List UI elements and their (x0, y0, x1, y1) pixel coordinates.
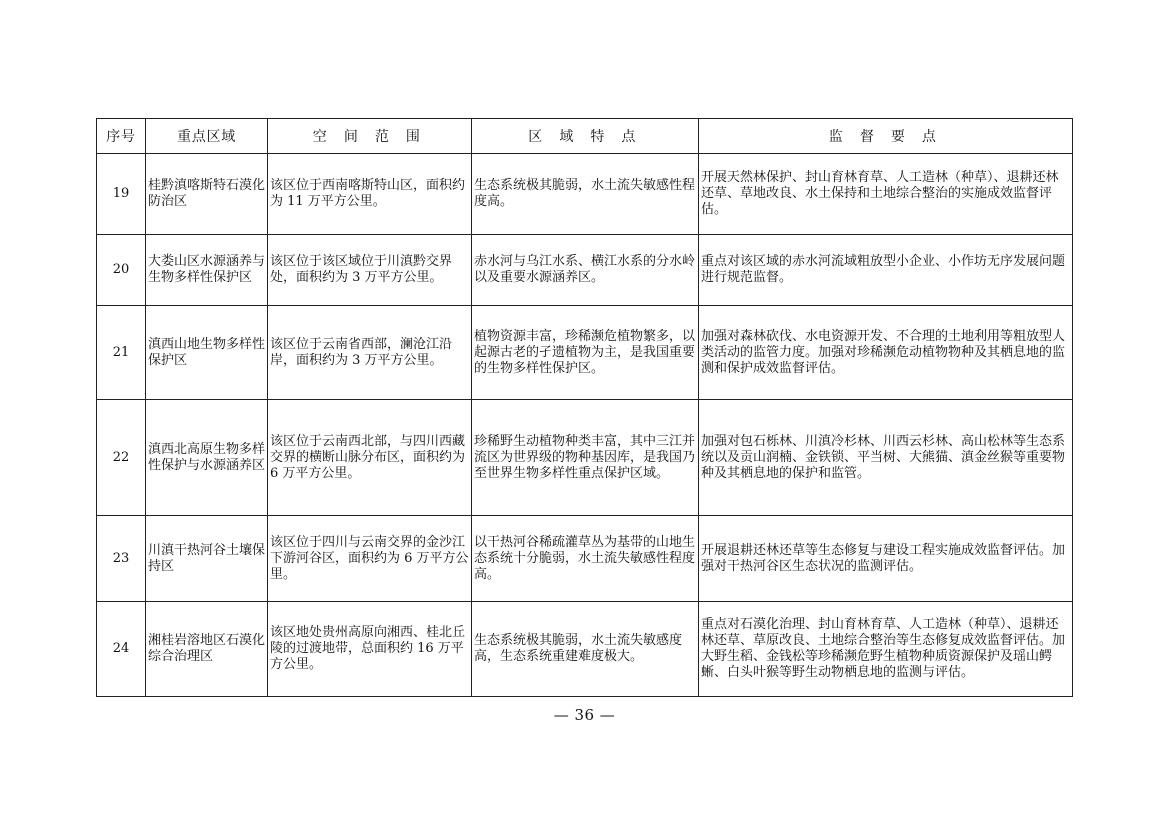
cell-serial-number: 23 (97, 516, 146, 602)
cell-spatial-scope: 该区位于四川与云南交界的金沙江下游河谷区，面积约为 6 万平方公里。 (268, 516, 472, 602)
cell-key-area: 湘桂岩溶地区石漠化综合治理区 (146, 602, 268, 697)
table-body (97, 154, 1073, 697)
cell-supervision-points: 重点对石漠化治理、封山育林育草、人工造林（种草）、退耕还林还草、草原改良、土地综合整治等生态修复成效监督评估。加大野生稻、金钱松等珍稀濒危野生植物种质资源保护及瑶山鳄蜥、白头叶猴等野生动物栖息地的监测与评估。 (699, 602, 1073, 697)
cell-serial-number: 20 (97, 235, 146, 306)
cell-serial-number: 19 (97, 154, 146, 235)
cell-supervision-points: 重点对该区域的赤水河流域粗放型小企业、小作坊无序发展问题进行规范监督。 (699, 235, 1073, 306)
cell-serial-number: 21 (97, 306, 146, 400)
table-row (97, 154, 1073, 235)
cell-spatial-scope: 该区位于西南喀斯特山区，面积约为 11 万平方公里。 (268, 154, 472, 235)
cell-area-features: 赤水河与乌江水系、横江水系的分水岭以及重要水源涵养区。 (472, 235, 699, 306)
header-supervision-points: 监 督 要 点 (699, 119, 1073, 154)
cell-area-features: 生态系统极其脆弱，水土流失敏感度高，生态系统重建难度极大。 (472, 602, 699, 697)
table-row (97, 400, 1073, 516)
table-header (97, 119, 1073, 154)
cell-supervision-points: 加强对包石栎林、川滇冷杉林、川西云杉林、高山松林等生态系统以及贡山润楠、金铁锁、平当树、大熊猫、滇金丝猴等重要物种及其栖息地的保护和监管。 (699, 400, 1073, 516)
cell-key-area: 大娄山区水源涵养与生物多样性保护区 (146, 235, 268, 306)
cell-area-features: 生态系统极其脆弱，水土流失敏感性程度高。 (472, 154, 699, 235)
cell-area-features: 以干热河谷稀疏灌草丛为基带的山地生态系统十分脆弱，水土流失敏感性程度高。 (472, 516, 699, 602)
cell-key-area: 川滇干热河谷土壤保持区 (146, 516, 268, 602)
page-number: — 36 — (553, 706, 616, 724)
cell-key-area: 滇西山地生物多样性保护区 (146, 306, 268, 400)
cell-supervision-points: 开展退耕还林还草等生态修复与建设工程实施成效监督评估。加强对干热河谷区生态状况的监测评估。 (699, 516, 1073, 602)
regions-table (96, 118, 1073, 697)
table-row (97, 235, 1073, 306)
table-row (97, 306, 1073, 400)
table-row (97, 516, 1073, 602)
cell-area-features: 植物资源丰富，珍稀濒危植物繁多，以起源古老的孑遗植物为主，是我国重要的生物多样性保护区。 (472, 306, 699, 400)
cell-spatial-scope: 该区位于云南西北部，与四川西藏交界的横断山脉分布区，面积约为 6 万平方公里。 (268, 400, 472, 516)
cell-supervision-points: 加强对森林砍伐、水电资源开发、不合理的土地利用等粗放型人类活动的监管力度。加强对珍稀濒危动植物物种及其栖息地的监测和保护成效监督评估。 (699, 306, 1073, 400)
cell-serial-number: 22 (97, 400, 146, 516)
cell-area-features: 珍稀野生动植物种类丰富，其中三江并流区为世界级的物种基因库，是我国乃至世界生物多样性重点保护区域。 (472, 400, 699, 516)
cell-serial-number: 24 (97, 602, 146, 697)
table-row (97, 602, 1073, 697)
header-area-features: 区 域 特 点 (472, 119, 699, 154)
cell-key-area: 滇西北高原生物多样性保护与水源涵养区 (146, 400, 268, 516)
cell-spatial-scope: 该区位于云南省西部，澜沧江沿岸，面积约为 3 万平方公里。 (268, 306, 472, 400)
header-serial-number: 序号 (97, 119, 146, 154)
cell-key-area: 桂黔滇喀斯特石漠化防治区 (146, 154, 268, 235)
cell-spatial-scope: 该区位于该区域位于川滇黔交界处，面积约为 3 万平方公里。 (268, 235, 472, 306)
header-row (97, 119, 1073, 154)
header-key-area: 重点区域 (146, 119, 268, 154)
cell-supervision-points: 开展天然林保护、封山育林育草、人工造林（种草）、退耕还林还草、草地改良、水土保持和土地综合整治的实施成效监督评估。 (699, 154, 1073, 235)
cell-spatial-scope: 该区地处贵州高原向湘西、桂北丘陵的过渡地带，总面积约 16 万平方公里。 (268, 602, 472, 697)
header-spatial-scope: 空 间 范 围 (268, 119, 472, 154)
